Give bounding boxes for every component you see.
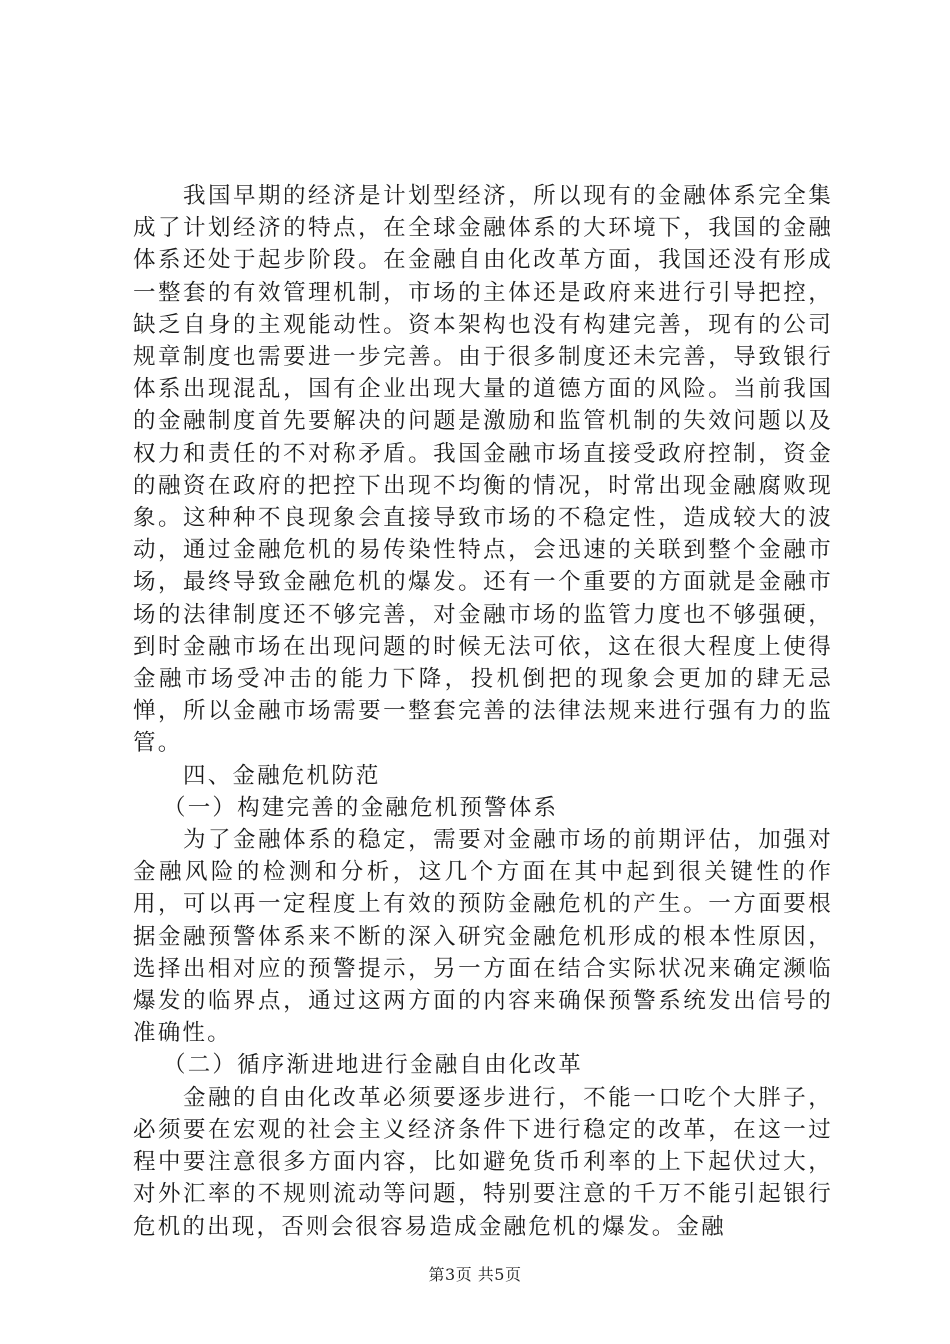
paragraph-warning-system: 为了金融体系的稳定，需要对金融市场的前期评估，加强对金融风险的检测和分析，这几个方面在其中起到很关键性的作用，可以再一定程度上有效的预防金融危机的产生。一方面要根据金融预警体系来不断的深入研究金融危机形成的根本性原因，选择出相对应的预警提示，另一方面在结合实际状况来确定濒临爆发的临界点，通过这两方面的内容来确保预警系统发出信号的准确性。 [133, 827, 833, 1047]
subsection-heading-gradual-reform: （二）循序渐进地进行金融自由化改革 [163, 1052, 583, 1079]
section-heading-crisis-prevention: 四、金融危机防范 [183, 762, 381, 789]
subsection-heading-warning-system: （一）构建完善的金融危机预警体系 [163, 794, 559, 821]
paragraph-financial-system-issues: 我国早期的经济是计划型经济，所以现有的金融体系完全集成了计划经济的特点，在全球金融体系的大环境下，我国的金融体系还处于起步阶段。在金融自由化改革方面，我国还没有形成一整套的有效管理机制，市场的主体还是政府来进行引导把控，缺乏自身的主观能动性。资本架构也没有构建完善，现有的公司规章制度也需要进一步完善。由于很多制度还未完善，导致银行体系出现混乱，国有企业出现大量的道德方面的风险。当前我国的金融制度首先要解决的问题是激励和监管机制的失效问题以及权力和责任的不对称矛盾。我国金融市场直接受政府控制，资金的融资在政府的把控下出现不均衡的情况，时常出现金融腐败现象。这种种不良现象会直接导致市场的不稳定性，造成较大的波动，通过金融危机的易传染性特点，会迅速的关联到整个金融市场，最终导致金融危机的爆发。还有一个重要的方面就是金融市场的法律制度还不够完善，对金融市场的监管力度也不够强硬，到时金融市场在出现问题的时候无法可依，这在很大程度上使得金融市场受冲击的能力下降，投机倒把的现象会更加的肆无忌惮，所以金融市场需要一整套完善的法律法规来进行强有力的监管。 [133, 183, 833, 757]
page-number-footer: 第3页 共5页 [428, 1265, 522, 1284]
document-body [133, 180, 833, 1243]
paragraph-gradual-reform: 金融的自由化改革必须要逐步进行，不能一口吃个大胖子，必须要在宏观的社会主义经济条件下进行稳定的改革，在这一过程中要注意很多方面内容，比如避免货币利率的上下起伏过大，对外汇率的不规则流动等问题，特别要注意的千万不能引起银行危机的出现，否则会很容易造成金融危机的爆发。金融 [133, 1084, 833, 1240]
